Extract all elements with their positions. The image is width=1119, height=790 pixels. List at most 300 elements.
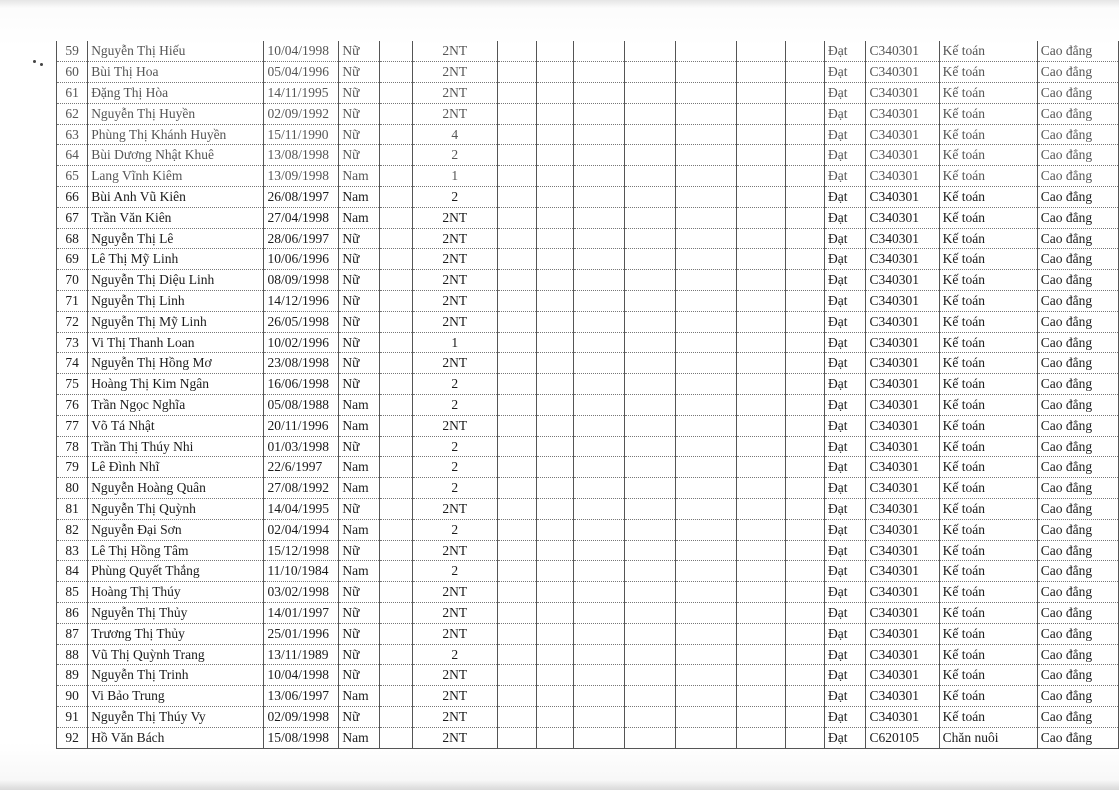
gender: Nữ <box>339 228 380 249</box>
major-name: Kế toán <box>939 103 1037 124</box>
empty-cell <box>574 519 625 540</box>
empty-cell <box>737 540 786 561</box>
empty-cell <box>537 436 574 457</box>
full-name: Đặng Thị Hòa <box>88 83 264 104</box>
empty-cell <box>786 686 825 707</box>
empty-cell <box>676 395 737 416</box>
full-name: Võ Tá Nhật <box>88 415 264 436</box>
empty-cell <box>380 187 413 208</box>
row-number: 66 <box>57 187 88 208</box>
empty-cell <box>497 311 537 332</box>
empty-cell <box>676 166 737 187</box>
empty-cell <box>574 686 625 707</box>
major-name: Kế toán <box>939 332 1037 353</box>
empty-cell <box>676 41 737 62</box>
empty-cell <box>574 332 625 353</box>
result: Đạt <box>824 228 865 249</box>
empty-cell <box>380 395 413 416</box>
scan-bottom-edge <box>0 780 1119 790</box>
row-number: 83 <box>57 540 88 561</box>
gender: Nữ <box>339 332 380 353</box>
education-level: Cao đẳng <box>1037 332 1118 353</box>
empty-cell <box>624 103 676 124</box>
education-level: Cao đẳng <box>1037 291 1118 312</box>
result: Đạt <box>824 540 865 561</box>
empty-cell <box>497 436 537 457</box>
empty-cell <box>624 436 676 457</box>
priority-area: 2NT <box>412 623 497 644</box>
major-name: Kế toán <box>939 395 1037 416</box>
gender: Nữ <box>339 707 380 728</box>
empty-cell <box>574 41 625 62</box>
table-row <box>57 623 1119 644</box>
gender: Nữ <box>339 540 380 561</box>
empty-cell <box>676 83 737 104</box>
empty-cell <box>624 187 676 208</box>
row-number: 84 <box>57 561 88 582</box>
education-level: Cao đẳng <box>1037 457 1118 478</box>
empty-cell <box>497 332 537 353</box>
table-row <box>57 436 1119 457</box>
empty-cell <box>676 644 737 665</box>
education-level: Cao đẳng <box>1037 103 1118 124</box>
empty-cell <box>380 727 413 748</box>
empty-cell <box>624 686 676 707</box>
empty-cell <box>497 270 537 291</box>
empty-cell <box>574 207 625 228</box>
empty-cell <box>380 332 413 353</box>
result: Đạt <box>824 291 865 312</box>
education-level: Cao đẳng <box>1037 249 1118 270</box>
full-name: Nguyễn Thị Mỹ Linh <box>88 311 264 332</box>
empty-cell <box>737 499 786 520</box>
gender: Nữ <box>339 499 380 520</box>
empty-cell <box>676 499 737 520</box>
date-of-birth: 02/09/1998 <box>264 707 339 728</box>
priority-area: 2 <box>412 395 497 416</box>
priority-area: 2NT <box>412 249 497 270</box>
empty-cell <box>676 187 737 208</box>
empty-cell <box>624 519 676 540</box>
empty-cell <box>737 249 786 270</box>
priority-area: 2NT <box>412 499 497 520</box>
full-name: Bùi Anh Vũ Kiên <box>88 187 264 208</box>
major-code: C340301 <box>866 582 939 603</box>
empty-cell <box>497 727 537 748</box>
full-name: Lê Thị Hồng Tâm <box>88 540 264 561</box>
date-of-birth: 28/06/1997 <box>264 228 339 249</box>
empty-cell <box>537 145 574 166</box>
major-name: Kế toán <box>939 665 1037 686</box>
empty-cell <box>737 457 786 478</box>
full-name: Nguyễn Đại Sơn <box>88 519 264 540</box>
date-of-birth: 14/01/1997 <box>264 603 339 624</box>
major-code: C340301 <box>866 124 939 145</box>
empty-cell <box>786 249 825 270</box>
empty-cell <box>624 311 676 332</box>
empty-cell <box>786 415 825 436</box>
major-name: Kế toán <box>939 686 1037 707</box>
empty-cell <box>737 644 786 665</box>
gender: Nữ <box>339 291 380 312</box>
candidate-table <box>56 41 1119 749</box>
major-code: C340301 <box>866 207 939 228</box>
row-number: 91 <box>57 707 88 728</box>
empty-cell <box>737 727 786 748</box>
date-of-birth: 05/08/1988 <box>264 395 339 416</box>
full-name: Vi Thị Thanh Loan <box>88 332 264 353</box>
education-level: Cao đẳng <box>1037 540 1118 561</box>
empty-cell <box>624 561 676 582</box>
major-code: C340301 <box>866 83 939 104</box>
empty-cell <box>786 395 825 416</box>
major-code: C340301 <box>866 374 939 395</box>
table-row <box>57 249 1119 270</box>
major-code: C340301 <box>866 540 939 561</box>
empty-cell <box>380 603 413 624</box>
full-name: Nguyễn Thị Hiếu <box>88 41 264 62</box>
empty-cell <box>574 457 625 478</box>
result: Đạt <box>824 603 865 624</box>
empty-cell <box>676 249 737 270</box>
empty-cell <box>574 436 625 457</box>
row-number: 67 <box>57 207 88 228</box>
empty-cell <box>737 686 786 707</box>
empty-cell <box>786 540 825 561</box>
full-name: Trần Văn Kiên <box>88 207 264 228</box>
row-number: 59 <box>57 41 88 62</box>
result: Đạt <box>824 582 865 603</box>
empty-cell <box>497 187 537 208</box>
major-code: C620105 <box>866 727 939 748</box>
priority-area: 2NT <box>412 311 497 332</box>
full-name: Nguyễn Thị Linh <box>88 291 264 312</box>
gender: Nữ <box>339 582 380 603</box>
empty-cell <box>624 727 676 748</box>
result: Đạt <box>824 145 865 166</box>
table-row <box>57 41 1119 62</box>
empty-cell <box>537 623 574 644</box>
priority-area: 2NT <box>412 415 497 436</box>
education-level: Cao đẳng <box>1037 270 1118 291</box>
major-name: Kế toán <box>939 561 1037 582</box>
row-number: 76 <box>57 395 88 416</box>
major-code: C340301 <box>866 311 939 332</box>
date-of-birth: 15/08/1998 <box>264 727 339 748</box>
full-name: Nguyễn Hoàng Quân <box>88 478 264 499</box>
empty-cell <box>537 686 574 707</box>
empty-cell <box>624 145 676 166</box>
full-name: Nguyễn Thị Diệu Linh <box>88 270 264 291</box>
empty-cell <box>676 582 737 603</box>
empty-cell <box>574 415 625 436</box>
empty-cell <box>624 83 676 104</box>
full-name: Trần Thị Thúy Nhi <box>88 436 264 457</box>
result: Đạt <box>824 727 865 748</box>
empty-cell <box>737 270 786 291</box>
empty-cell <box>380 83 413 104</box>
empty-cell <box>380 291 413 312</box>
empty-cell <box>737 478 786 499</box>
table-row <box>57 644 1119 665</box>
major-name: Kế toán <box>939 145 1037 166</box>
empty-cell <box>676 415 737 436</box>
gender: Nữ <box>339 353 380 374</box>
empty-cell <box>676 62 737 83</box>
date-of-birth: 11/10/1984 <box>264 561 339 582</box>
gender: Nữ <box>339 644 380 665</box>
priority-area: 2 <box>412 644 497 665</box>
empty-cell <box>574 727 625 748</box>
empty-cell <box>497 499 537 520</box>
row-number: 85 <box>57 582 88 603</box>
empty-cell <box>786 707 825 728</box>
empty-cell <box>624 207 676 228</box>
empty-cell <box>786 145 825 166</box>
result: Đạt <box>824 707 865 728</box>
empty-cell <box>676 686 737 707</box>
major-code: C340301 <box>866 415 939 436</box>
empty-cell <box>737 291 786 312</box>
table-row <box>57 499 1119 520</box>
date-of-birth: 10/02/1996 <box>264 332 339 353</box>
empty-cell <box>574 145 625 166</box>
empty-cell <box>497 415 537 436</box>
date-of-birth: 14/12/1996 <box>264 291 339 312</box>
empty-cell <box>786 561 825 582</box>
table-row <box>57 207 1119 228</box>
date-of-birth: 10/04/1998 <box>264 41 339 62</box>
result: Đạt <box>824 207 865 228</box>
date-of-birth: 27/04/1998 <box>264 207 339 228</box>
result: Đạt <box>824 41 865 62</box>
empty-cell <box>537 166 574 187</box>
table-row <box>57 374 1119 395</box>
priority-area: 1 <box>412 332 497 353</box>
empty-cell <box>574 124 625 145</box>
date-of-birth: 02/09/1992 <box>264 103 339 124</box>
empty-cell <box>497 41 537 62</box>
empty-cell <box>380 41 413 62</box>
empty-cell <box>497 207 537 228</box>
empty-cell <box>786 499 825 520</box>
empty-cell <box>380 228 413 249</box>
empty-cell <box>737 582 786 603</box>
major-code: C340301 <box>866 353 939 374</box>
education-level: Cao đẳng <box>1037 41 1118 62</box>
education-level: Cao đẳng <box>1037 561 1118 582</box>
row-number: 86 <box>57 603 88 624</box>
major-name: Kế toán <box>939 62 1037 83</box>
major-code: C340301 <box>866 187 939 208</box>
empty-cell <box>676 478 737 499</box>
empty-cell <box>537 478 574 499</box>
date-of-birth: 01/03/1998 <box>264 436 339 457</box>
empty-cell <box>737 207 786 228</box>
row-number: 82 <box>57 519 88 540</box>
gender: Nữ <box>339 603 380 624</box>
empty-cell <box>624 270 676 291</box>
education-level: Cao đẳng <box>1037 145 1118 166</box>
table-row <box>57 561 1119 582</box>
empty-cell <box>737 332 786 353</box>
empty-cell <box>786 727 825 748</box>
empty-cell <box>786 478 825 499</box>
empty-cell <box>574 374 625 395</box>
empty-cell <box>380 145 413 166</box>
empty-cell <box>537 582 574 603</box>
row-number: 70 <box>57 270 88 291</box>
empty-cell <box>380 665 413 686</box>
empty-cell <box>537 457 574 478</box>
result: Đạt <box>824 499 865 520</box>
education-level: Cao đẳng <box>1037 707 1118 728</box>
empty-cell <box>574 582 625 603</box>
education-level: Cao đẳng <box>1037 374 1118 395</box>
empty-cell <box>537 415 574 436</box>
major-code: C340301 <box>866 707 939 728</box>
empty-cell <box>676 540 737 561</box>
empty-cell <box>497 395 537 416</box>
date-of-birth: 25/01/1996 <box>264 623 339 644</box>
empty-cell <box>624 707 676 728</box>
gender: Nam <box>339 519 380 540</box>
full-name: Phùng Thị Khánh Huyền <box>88 124 264 145</box>
empty-cell <box>497 83 537 104</box>
empty-cell <box>624 582 676 603</box>
empty-cell <box>574 228 625 249</box>
row-number: 88 <box>57 644 88 665</box>
empty-cell <box>786 519 825 540</box>
date-of-birth: 14/04/1995 <box>264 499 339 520</box>
full-name: Lang Vĩnh Kiêm <box>88 166 264 187</box>
empty-cell <box>786 603 825 624</box>
date-of-birth: 26/08/1997 <box>264 187 339 208</box>
empty-cell <box>676 270 737 291</box>
date-of-birth: 02/04/1994 <box>264 519 339 540</box>
empty-cell <box>537 83 574 104</box>
result: Đạt <box>824 436 865 457</box>
empty-cell <box>676 603 737 624</box>
table-row <box>57 519 1119 540</box>
major-name: Kế toán <box>939 415 1037 436</box>
major-name: Kế toán <box>939 582 1037 603</box>
result: Đạt <box>824 311 865 332</box>
full-name: Vũ Thị Quỳnh Trang <box>88 644 264 665</box>
date-of-birth: 03/02/1998 <box>264 582 339 603</box>
row-number: 74 <box>57 353 88 374</box>
empty-cell <box>537 644 574 665</box>
row-number: 72 <box>57 311 88 332</box>
result: Đạt <box>824 62 865 83</box>
gender: Nữ <box>339 83 380 104</box>
row-number: 92 <box>57 727 88 748</box>
date-of-birth: 23/08/1998 <box>264 353 339 374</box>
empty-cell <box>786 457 825 478</box>
gender: Nữ <box>339 311 380 332</box>
gender: Nữ <box>339 103 380 124</box>
empty-cell <box>537 124 574 145</box>
education-level: Cao đẳng <box>1037 727 1118 748</box>
empty-cell <box>574 603 625 624</box>
empty-cell <box>676 332 737 353</box>
empty-cell <box>786 83 825 104</box>
scan-top-edge <box>0 0 1119 8</box>
education-level: Cao đẳng <box>1037 499 1118 520</box>
empty-cell <box>624 374 676 395</box>
priority-area: 2NT <box>412 62 497 83</box>
table-row <box>57 603 1119 624</box>
empty-cell <box>537 499 574 520</box>
empty-cell <box>676 207 737 228</box>
empty-cell <box>380 540 413 561</box>
major-name: Kế toán <box>939 540 1037 561</box>
major-name: Kế toán <box>939 207 1037 228</box>
major-name: Kế toán <box>939 249 1037 270</box>
row-number: 87 <box>57 623 88 644</box>
priority-area: 2NT <box>412 686 497 707</box>
empty-cell <box>380 207 413 228</box>
empty-cell <box>380 499 413 520</box>
empty-cell <box>497 374 537 395</box>
date-of-birth: 08/09/1998 <box>264 270 339 291</box>
education-level: Cao đẳng <box>1037 62 1118 83</box>
result: Đạt <box>824 332 865 353</box>
priority-area: 2NT <box>412 41 497 62</box>
empty-cell <box>786 582 825 603</box>
empty-cell <box>574 644 625 665</box>
empty-cell <box>786 665 825 686</box>
empty-cell <box>676 291 737 312</box>
major-name: Kế toán <box>939 457 1037 478</box>
major-code: C340301 <box>866 644 939 665</box>
empty-cell <box>497 103 537 124</box>
major-code: C340301 <box>866 249 939 270</box>
table-row <box>57 415 1119 436</box>
major-code: C340301 <box>866 62 939 83</box>
empty-cell <box>624 62 676 83</box>
full-name: Nguyễn Thị Lê <box>88 228 264 249</box>
major-name: Kế toán <box>939 436 1037 457</box>
empty-cell <box>624 415 676 436</box>
result: Đạt <box>824 270 865 291</box>
result: Đạt <box>824 249 865 270</box>
result: Đạt <box>824 353 865 374</box>
empty-cell <box>537 291 574 312</box>
empty-cell <box>786 270 825 291</box>
full-name: Phùng Quyết Thắng <box>88 561 264 582</box>
empty-cell <box>676 103 737 124</box>
row-number: 68 <box>57 228 88 249</box>
result: Đạt <box>824 374 865 395</box>
date-of-birth: 20/11/1996 <box>264 415 339 436</box>
table-row <box>57 145 1119 166</box>
education-level: Cao đẳng <box>1037 415 1118 436</box>
priority-area: 2 <box>412 145 497 166</box>
empty-cell <box>676 665 737 686</box>
empty-cell <box>380 374 413 395</box>
education-level: Cao đẳng <box>1037 478 1118 499</box>
result: Đạt <box>824 166 865 187</box>
education-level: Cao đẳng <box>1037 603 1118 624</box>
education-level: Cao đẳng <box>1037 519 1118 540</box>
full-name: Nguyễn Thị Thủy <box>88 603 264 624</box>
empty-cell <box>786 187 825 208</box>
education-level: Cao đẳng <box>1037 207 1118 228</box>
row-number: 71 <box>57 291 88 312</box>
priority-area: 2NT <box>412 665 497 686</box>
table-row <box>57 228 1119 249</box>
